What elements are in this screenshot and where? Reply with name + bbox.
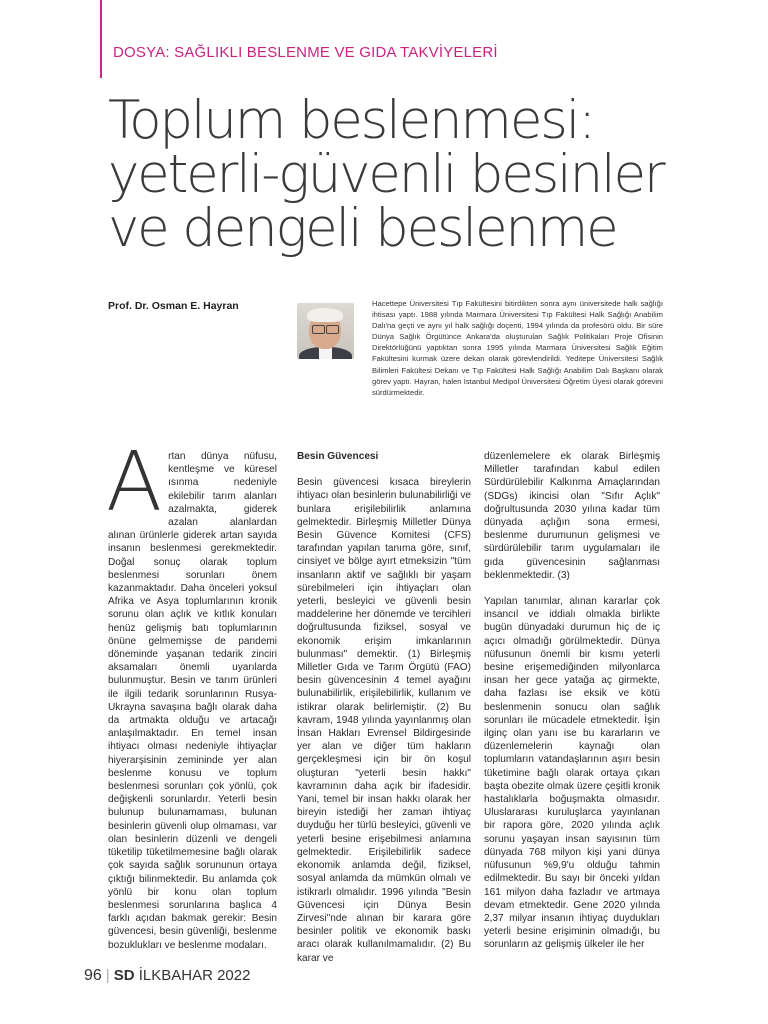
paragraph: rtan dünya nüfusu, kentleşme ve küresel ısınma nedeniyle ekilebilir tarım alanları azalmakta, giderek azalan alanlardan alınan ürünlerle giderek artan sayıda insanın beslenmesi gerekmektedir. Doğal sonuç olarak toplum beslenmesi sorunları önem kazanmaktadır. Daha önceleri yoksul Afrika ve Asya toplumlarının kronik sorunu olan açlık ve kıtlık konuları henüz gelişmiş batı toplumlarının önüne gelmemişse de pandemi döneminde yaşanan tedarik zinciri aksamaları önemli uyarılarda bulunmuştur. Besin ve tarım ürünleri ile ilgili tedarik sorunlarının Rusya-Ukrayna savaşına bağlı olarak daha da artmakta olduğu ve artacağı anlaşılmaktadır. En temel insan ihtiyacı olması nedeniyle ihtiyaçlar hiyerarşisinin zemininde yer alan beslenme konusu ve toplum beslenmesi sorunları çok yönlü, çok değişkenli sorunlardır. Yeterli besin bulunup bulunamaması, bulunan besinlerin güvenli olup olmaması, var olan besinlerin düzenli ve dengeli tüketilip tüketilmemesine bağlı olarak çok sayıda sağlık sorununun ortaya çıktığı bilinmektedir. Bu anlamda çok yönlü bir konu olan toplum beslenmesi sorunlarına başlıca 4 farklı açıdan bakmak gerekir: Besin güvencesi, besin güvenliği, beslenme bozuklukları ve beslenme modaları. [108,451,277,951]
section-heading: Besin Güvencesi [297,451,379,462]
author-photo [297,303,354,359]
column-3 [484,450,660,952]
article-title [108,90,728,259]
magazine-name: SD [113,967,135,984]
title-line-3: ve dengeli beslenme [108,198,617,259]
title-line-1: Toplum beslenmesi: [108,90,594,151]
paragraph: Yapılan tanımlar, alınan kararlar çok insancıl ve iddialı olmakla birlikte bugün dünyadaki durumun hiç de iç açıcı olmadığı görülmektedir. Dünya nüfusunun önemli bir kısmı yeterli besine erişemediğinden milyonlarca insan her gece yatağa aç girmekte, daha fazlası ise eksik ve kötü beslenmenin sonucu olan sağlık sorunları ile mücadele etmektedir. İşin ilginç olan yanı ise bu kararların ve düzenlemelerin kaynağı olan toplumların vatandaşlarının aşırı besin tüketimine bağlı olarak ortaya çıkan başta obezite olmak üzere çeşitli kronik hastalıklarla boğuşmakta olmasıdır. Uluslararası kuruluşlarca yayınlanan bir rapora göre, 2020 yılında açlık sorunu yaşayan insan sayısının tüm dünyada 768 milyon kişi yani dünya nüfusunun %9,9'u olduğu tahmin edilmektedir. Bu sayı bir önceki yıldan 161 milyon daha fazladır ve artmaya devam etmektedir. Gene 2020 yılında 2,37 milyar insanın ihtiyaç duydukları yeterli besine erişiminin olmadığı, bu sorunların az gelişmiş ülkeler ile her [484,596,660,951]
paragraph: Besin güvencesi kısaca bireylerin ihtiyacı olan besinlerin bulunabilirliği ve bunlara erişilebilirlik anlamına gelmektedir. Birleşmiş Milletler Dünya Besin Güvence Komitesi (CFS) tarafından yapılan tanıma göre, sınıf, cinsiyet ve bölge ayırt etmeksizin "tüm insanların aktif ve sağlıklı bir yaşam sürebilmeleri için ihtiyaçları olan yeterli, besleyici ve güvenli besin maddelerine her dönemde ve tercihleri doğrultusunda fiziksel, sosyal ve ekonomik erişim imkanlarının bulunması" demektir. (1) Birleşmiş Milletler Gıda ve Tarım Örgütü (FAO) besin güvencesinin 4 temel ayağını bulunabilirlik, erişilebilirlik, kullanım ve istikrar olarak belirlemiştir. (2) Bu kavram, 1948 yılında yayınlanmış olan İnsan Hakları Evrensel Bildirgesinde yer alan ve diğer tüm hakların gerçekleşmesi için bir ön koşul oluşturan "yeterli besin hakkı" kavramının daha açık bir ifadesidir. Yani, temel bir insan hakkı olarak her bireyin istediği her zaman ihtiyaç duyduğu her türlü besleyici, güvenli ve yeterli besine erişebilmesi anlamına gelmektedir. Erişilebilirlik sadece ekonomik anlamda değil, fiziksel, sosyal anlamda da mümkün olmalı ve istikrarlı olmalıdır. 1996 yılında "Besin Güvencesi için Dünya Besin Zirvesi"nde alınan bir karara göre besinler politik ve ekonomik baskı aracı olarak kullanılmamalıdır. (2) Bu karar ve [297,477,471,964]
footer-separator: | [105,967,110,984]
author-bio: Hacettepe Üniversitesi Tıp Fakültesini bitirdikten sonra aynı üniversitede halk sağlığı ihtisası yaptı. 1988 yılında Marmara Üniversitesi Tıp Fakültesi Halk Sağlığı Anabilim Dalı'na geçti ve aynı yıl halk sağlığı doçenti, 1994 yılında da profesörü oldu. Bir süre Dünya Sağlık Örgütünce Ankara'da oluşturulan Sağlık Politikaları Proje Ofisinin Direktörlüğünü yaptıktan sonra 1995 yılında Marmara Üniversitesi Sağlık Eğitim Fakültesini kurmak üzere dekan olarak görevlendirildi. Yeditepe Üniversitesi Sağlık Bilimleri Fakültesi Dekanı ve Tıp Fakültesi Halk Sağlığı Anabilim Dalı Başkanı olarak görev yaptı. Hayran, halen İstanbul Medipol Üniversitesi Öğretim Üyesi olarak görevini sürdürmektedir. [372,299,663,397]
issue-name: İLKBAHAR 2022 [138,967,251,984]
author-name: Prof. Dr. Osman E. Hayran [108,300,239,312]
drop-cap: A [106,435,163,530]
paragraph: düzenlemelere ek olarak Birleşmiş Milletler tarafından kabul edilen Sürdürülebilir Kalkınma Amaçlarından (SDGs) ikincisi olan "Sıfır Açlık" doğrultusunda 2030 yılına kadar tüm dünyada açlığın sona ermesi, beslenme durumunun gelişmesi ve sürdürülebilir tarım uygulamaları ile gıda güvencesinin sağlanması beklenmektedir. (3) [484,451,660,581]
column-1 [106,435,277,952]
title-line-2: yeterli-güvenli besinler [108,144,664,205]
section-label: DOSYA: SAĞLIKLI BESLENME VE GIDA TAKVİYELERİ [113,44,498,61]
page-number: 96 [84,967,102,984]
accent-bar [100,0,102,78]
page-footer [84,967,250,985]
column-2 [297,450,471,965]
